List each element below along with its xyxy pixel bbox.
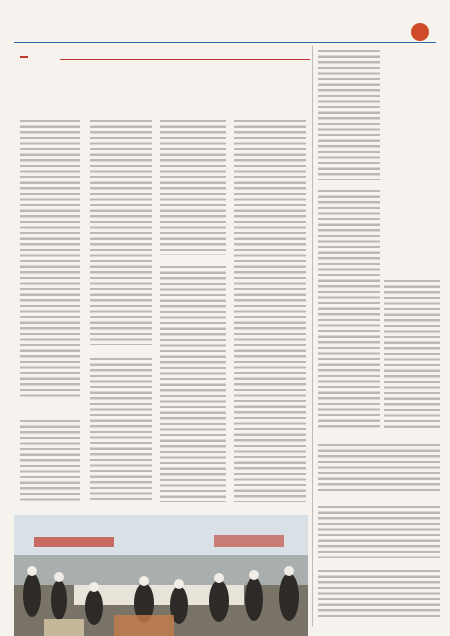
header-rule xyxy=(14,42,436,43)
text-column-1 xyxy=(20,120,80,400)
text-column-4 xyxy=(234,120,306,502)
text-column-3b xyxy=(160,266,226,502)
column-divider xyxy=(312,46,313,626)
photo-scene xyxy=(14,515,308,636)
text-column-1b xyxy=(20,420,80,502)
text-column-2 xyxy=(90,120,152,345)
right-text-3 xyxy=(384,280,440,430)
text-column-3 xyxy=(160,120,226,255)
right-text-4 xyxy=(318,444,440,494)
right-text-1 xyxy=(318,50,380,180)
right-text-2 xyxy=(318,190,380,430)
page-number-badge xyxy=(411,23,429,41)
tag-divider xyxy=(60,59,310,60)
masthead xyxy=(0,0,450,40)
column-tag xyxy=(20,56,28,58)
text-column-2b xyxy=(90,358,152,502)
event-photo xyxy=(14,515,308,636)
right-text-6 xyxy=(318,570,440,620)
right-text-5 xyxy=(318,506,440,558)
